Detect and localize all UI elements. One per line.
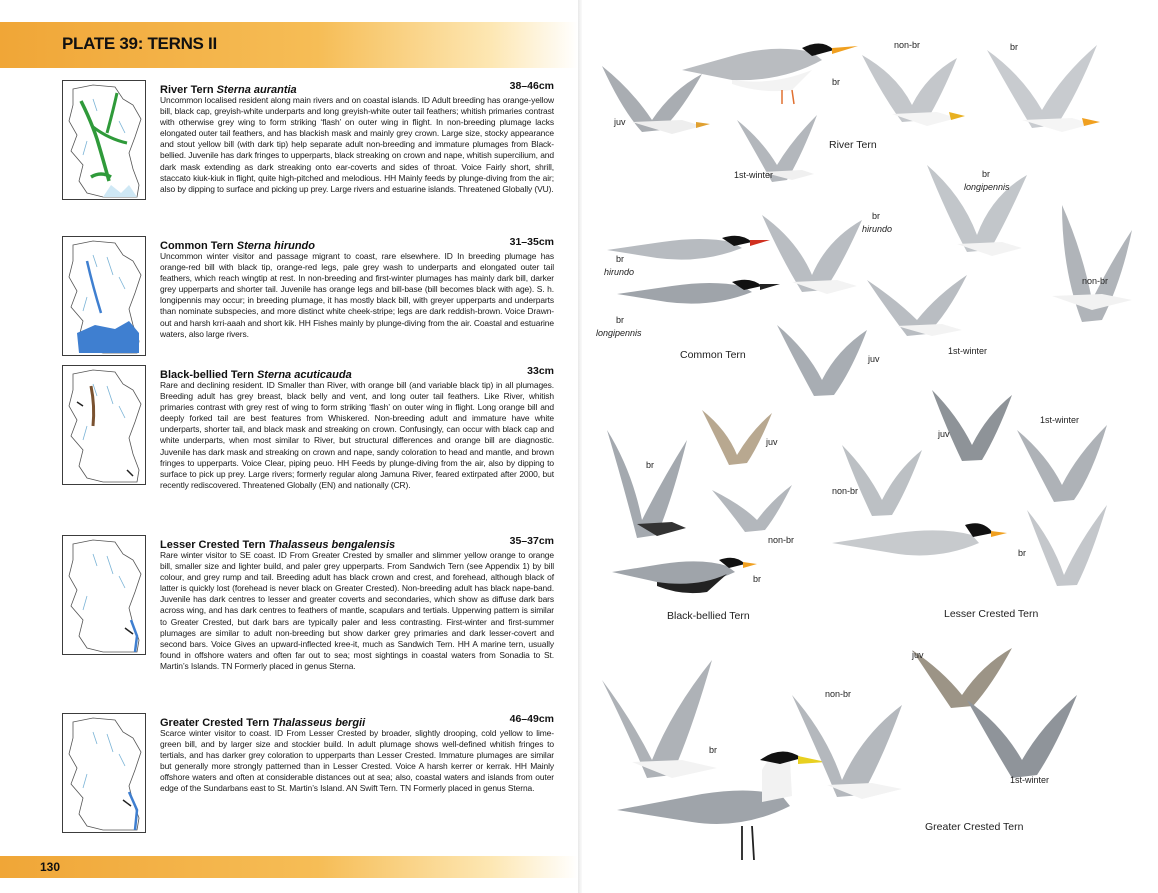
species-size: 35–37cm [509,535,554,547]
subspecies-label: hirundo [604,267,635,277]
tern-flying-illustration [592,60,712,160]
species-size: 46–49cm [509,713,554,725]
tern-standing-illustration [827,515,1007,575]
species-name: River Tern [160,84,214,96]
species-body [160,80,554,195]
tern-flying-illustration [772,320,872,410]
distribution-map [62,713,146,833]
species-body [160,713,554,795]
species-heading [160,236,554,251]
species-heading [160,535,554,550]
species-plate-caption: Common Tern [680,349,746,361]
species-scientific-name: Sterna acuticauda [256,369,352,381]
tern-flying-illustration [857,50,967,150]
tern-flying-illustration [707,480,797,540]
species-plate-caption: Black-bellied Tern [667,610,750,622]
plumage-label: non-br [768,535,795,545]
species-size: 31–35cm [509,236,554,248]
species-heading [160,365,554,380]
species-plate-caption: River Tern [829,139,877,151]
tern-flying-illustration [862,270,972,350]
distribution-map [62,535,146,655]
right-page-illustrations [582,0,1158,893]
plumage-label: non-br [1082,276,1109,286]
page-number: 130 [40,860,61,874]
plate-header [0,22,578,68]
distribution-map [62,365,146,485]
plumage-label: br [753,574,762,584]
tern-flying-illustration [757,210,867,310]
tern-flying-illustration [982,40,1102,150]
tern-flying-illustration [922,160,1032,270]
species-name: Lesser Crested Tern [160,539,266,551]
species-body [160,236,554,340]
species-size: 33cm [527,365,554,377]
plumage-label: non-br [832,486,859,496]
plumage-label: juv [938,429,950,439]
plumage-label: br [616,254,625,264]
species-description: Rare and declining resident. ID Smaller than River, with orange bill (and variable black tip) in all plumages. Breeding adult has grey breast, black belly and vent, and long outer tail feathers. Like River, whitish primaries contrast with grey rest of wing to form striking ‘flash’ on outer wing in flight. Long orange bill and deeply forked tail are best features from Whiskered. Non-breeding adult and immature have white underparts, shorter tail, and black mask and streaking on crown. Confusingly, can occur with black cap and white underparts, when most similar to River, but structural differences and orange bill are diagnostic. Juvenile has dark mask and streaking on crown and nape, sandy coloration to head and mantle, and brown fringes to upperparts. Voice Clear, piping peuo. HH Feeds by plunge-diving from the air, also by dipping to surface to pick up prey. Large rivers; formerly regular along Jamuna River, feared extirpated after 2000, but recently rediscovered. Threatened Globally (EN) and nationally (CR). [160,380,554,490]
tern-standing-illustration [607,548,757,603]
plumage-label: 1st-winter [1010,775,1050,785]
species-plate-caption: Lesser Crested Tern [944,608,1039,620]
tern-flying-illustration [787,685,907,815]
footer-band [0,856,578,878]
species-name: Common Tern [160,240,234,252]
plumage-label: br [832,77,841,87]
species-description: Scarce winter visitor to coast. ID From Lesser Crested by broader, slightly drooping, cold yellow to lime-green bill, and by larger size and stockier build. In adult plumage shows well-defined whitish fringes to tertials, and has darker grey coloration to upperparts than Lesser Crested. Immature plumages are similar but generally more strongly patterned than in Lesser Crested. Voice A harsh kerrer or kerrak. HH Mainly offshore waters and often at considerable distances out at sea; also, coastal waters and islands from outer edge of the Sundarbans east to St. Martin’s Island. AN Swift Tern. TN Formerly placed in genus Sterna. [160,728,554,794]
species-scientific-name: Thalasseus bengalensis [268,539,396,551]
subspecies-label: longipennis [964,182,1010,192]
distribution-map [62,236,146,356]
distribution-map [62,80,146,200]
plumage-label: br [982,169,991,179]
plumage-label: juv [912,650,924,660]
plumage-label: non-br [825,689,852,699]
species-description: Uncommon winter visitor and passage migrant to coast, rare elsewhere. ID In breeding plumage has orange-red bill with black tip, orange-red legs, pale grey wash to underparts and elongated outer tail feathers, which reach wingtip at rest. In non-breeding and first-winter plumages has mainly dark bill, darker grey upperparts and shorter tail. Juvenile has orange legs and bill-base (bill becomes black with age). S. h. longipennis may occur; in breeding plumage, it has mostly black bill, with greyer upperparts and underparts than nominate subspecies, and more distinct white cheek-stripe; legs are dark reddish-brown. Voice Drawn-out and harsh krri-aaah and short kik. HH Fishes mainly by plunge-diving from the air. Coastal and estuarine waters, also large rivers. [160,251,554,339]
tern-flying-illustration [1022,200,1142,340]
plumage-label: juv [614,117,626,127]
species-description: Uncommon localised resident along main rivers and on coastal islands. ID Adult breeding has orange-yellow bill, black cap, greyish-white underparts and long greyish-white outer tail feathers; whitish primaries contrast with otherwise grey wing to form striking ‘flash’ on outer wing in flight. In non-breeding plumage lacks elongated outer tail feathers, and has blackish mask and mainly grey crown. Large size, stocky appearance and stout yellow bill (with dark tip) help separate adult non-breeding and immature plumages from Black-bellied. Juvenile has dark fringes to upperparts, black streaking on crown and nape, whitish supercilium, and dark mask extending as dark streaking onto ear-coverts and sides of throat. Voice Fairly short, shrill, staccato kiuk-kiuk in flight, quite high-pitched and melodious. HH Mainly feeds by plunge-diving from the air; also by dipping to surface and picking up prey. Large rivers and estuarine islands. Threatened Globally (VU). [160,95,554,194]
left-page [0,0,578,893]
species-scientific-name: Sterna aurantia [216,84,297,96]
species-body [160,535,554,672]
plumage-label: 1st-winter [948,346,988,356]
tern-flying-illustration [1022,500,1112,600]
species-plate-caption: Greater Crested Tern [925,821,1024,833]
subspecies-label: hirundo [862,224,893,234]
plumage-label: 1st-winter [734,170,774,180]
tern-flying-illustration [732,110,822,200]
species-description: Rare winter visitor to SE coast. ID From Greater Crested by smaller and slimmer yellow orange to orange bill, smaller size and lighter build, and paler grey upperparts. From Sandwich Tern (see Appendix 1) by bill colour, and grey rump and tail. Breeding adult has black crown and crest, and forehead, although black of latter is quickly lost (forehead is never black on Greater Crested). Non-breeding adult has black nape-band. Juvenile has dark centres to lesser and greater coverts and secondaries, which show as diffuse dark bars across wing, and has dark centres to feathers of mantle, scapulars and tertials. Upperwing pattern is similar to Greater Crested, but dark bars are typically paler and less contrasting. First-winter and first-summer plumages are similar to adult non-breeding but show darker grey primaries and dark lesser-covert and second bars. Voice Gives an upward-inflected kree-it, much as Sandwich Tern. HH A marine tern, usually found in offshore waters and often far out to sea; most sightings in coastal waters from Sonadia to St. Martin’s Islands. TN Formerly placed in genus Sterna. [160,550,554,671]
plumage-label: br [646,460,655,470]
species-name: Black-bellied Tern [160,369,254,381]
plumage-label: br [616,315,625,325]
species-heading [160,80,554,95]
species-scientific-name: Sterna hirundo [236,240,315,252]
plate-title: PLATE 39: TERNS II [62,34,217,53]
plumage-label: br [1010,42,1019,52]
tern-flying-illustration [697,405,777,475]
species-body [160,365,554,491]
species-name: Greater Crested Tern [160,717,270,729]
plumage-label: br [1018,548,1027,558]
subspecies-label: longipennis [596,328,642,338]
plumage-label: juv [868,354,880,364]
plumage-label: br [709,745,718,755]
species-size: 38–46cm [509,80,554,92]
species-scientific-name: Thalasseus bergii [272,717,366,729]
species-heading [160,713,554,728]
plumage-label: 1st-winter [1040,415,1080,425]
plumage-label: non-br [894,40,921,50]
tern-flying-illustration [602,420,692,550]
plumage-label: br [872,211,881,221]
plumage-label: juv [766,437,778,447]
